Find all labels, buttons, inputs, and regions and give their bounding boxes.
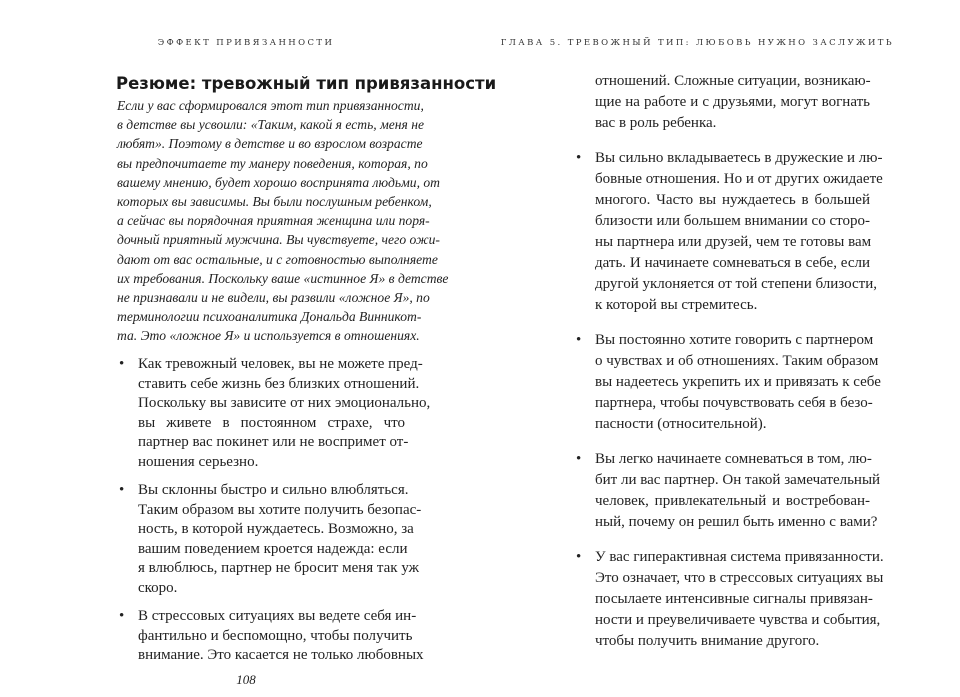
text-line: дать. И начинаете сомневаться в себе, если (595, 255, 870, 271)
bullet-item (574, 449, 881, 533)
text-line: отношений. Сложные ситуации, возникаю- (595, 73, 871, 89)
text-line: другой уклоняется от той степени близости, (595, 276, 877, 292)
text-line: Поскольку вы зависите от них эмоционально, (138, 395, 431, 411)
text-line: скоро. (138, 579, 178, 596)
text-line: ности и преувеличиваете чувства и события, (595, 612, 881, 628)
text-line: пасности (относительной). (595, 416, 767, 432)
text-line: ставить себе жизнь без близких отношений. (138, 375, 420, 392)
text-line: к которой вы стремитесь. (595, 297, 758, 313)
bullet-icon: • (576, 549, 582, 565)
bullet-item (117, 481, 422, 598)
text-line: Если у вас сформировался этот тип привязанности, (117, 98, 424, 113)
text-line: щие на работе и с друзьями, могут вогнать (595, 94, 870, 110)
text-line: Как тревожный человек, вы не можете пред- (138, 356, 423, 372)
text-line: любят». Поэтому в детстве и во взрослом возрасте (117, 136, 423, 152)
text-line: внимание. Это касается не только любовных (138, 647, 424, 663)
text-line: ность, в которой нуждаетесь. Возможно, за (138, 521, 414, 537)
text-line: посылаете интенсивные сигналы привязан- (595, 591, 873, 607)
text-line: вы надеетесь укрепить их и привязать к себе (595, 374, 881, 390)
text-line: ношения серьезно. (138, 453, 259, 470)
text-line: вашему мнению, будет хорошо воспринята людьми, от (117, 174, 440, 190)
text-line: человек, привлекательный и востребован- (595, 493, 870, 509)
bullet-icon: • (119, 356, 125, 372)
bullet-list (574, 71, 884, 666)
text-line: партнер вас покинет или не воспримет от- (138, 434, 409, 450)
text-line: ный, почему он решил быть именно с вами? (595, 514, 878, 530)
text-line: та. Это «ложное Я» и используется в отношениях. (117, 328, 420, 344)
running-head: ЭФФЕКТ ПРИВЯЗАННОСТИ (157, 38, 335, 48)
text-line: У вас гиперактивная система привязанности. (595, 549, 884, 565)
text-line: я влюблюсь, партнер не бросит меня так уж (138, 560, 420, 576)
text-line: вас в роль ребенка. (595, 115, 717, 131)
right-page (480, 0, 960, 697)
text-line: Вы легко начинаете сомневаться в том, лю- (595, 451, 872, 467)
continuation-paragraph (574, 71, 870, 134)
bullet-icon: • (119, 608, 125, 624)
text-line: бовные отношения. Но и от других ожидаете (595, 171, 883, 187)
text-line: а сейчас вы порядочная приятная женщина или поря- (117, 213, 430, 229)
text-line: дочный приятный мужчина. Вы чувствуете, чего ожи- (117, 232, 440, 248)
text-line: в детстве вы усвоили: «Таким, какой я есть, меня не (117, 117, 425, 133)
bullet-item (574, 547, 884, 652)
text-line: вы живете в постоянном страхе, что (138, 414, 405, 431)
section-title: Резюме: тревожный тип привязанности (116, 74, 497, 93)
text-line: ны партнера или друзей, чем те готовы вам (595, 234, 872, 250)
text-line: Таким образом вы хотите получить безопас- (138, 501, 422, 518)
text-line: бит ли вас партнер. Он такой замечательный (595, 472, 881, 488)
bullet-item (574, 330, 881, 435)
text-line: не признавали и не видели, вы развили «ложное Я», по (117, 289, 430, 305)
text-line: терминологии психоаналитика Дональда Винникот- (117, 309, 422, 325)
text-line: чтобы получить внимание другого. (595, 633, 820, 649)
text-line: Это означает, что в стрессовых ситуациях вы (595, 570, 884, 586)
text-line: Вы склонны быстро и сильно влюбляться. (138, 482, 409, 498)
page-number: 108 (236, 672, 256, 687)
text-line: дают от вас остальные, и с готовностью выполняете (117, 251, 438, 267)
text-line: партнера, чтобы почувствовать себя в безо- (595, 395, 873, 411)
text-line: В стрессовых ситуациях вы ведете себя ин- (138, 608, 417, 624)
bullet-item (117, 607, 424, 666)
running-head: ГЛАВА 5. ТРЕВОЖНЫЙ ТИП: ЛЮБОВЬ НУЖНО ЗАСЛУЖИТЬ (500, 38, 894, 48)
bullet-icon: • (119, 482, 125, 498)
text-line: о чувствах и об отношениях. Таким образом (595, 353, 879, 369)
text-line: их требования. Поскольку ваше «истинное Я» в детстве (117, 270, 449, 286)
bullet-list (117, 355, 431, 675)
text-line: Вы сильно вкладываетесь в дружеские и лю- (595, 150, 883, 166)
text-line: многого. Часто вы нуждаетесь в большей (595, 192, 870, 208)
text-line: вашим поведением кроется надежда: если (138, 540, 408, 557)
bullet-item (117, 355, 431, 472)
bullet-icon: • (576, 451, 582, 467)
intro-paragraph (117, 96, 449, 345)
text-line: которых вы зависимы. Вы были послушным ребенком, (117, 193, 432, 209)
text-line: фантильно и беспомощно, чтобы получить (138, 627, 413, 644)
text-line: вы предпочитаете ту манеру поведения, которая, по (117, 155, 428, 171)
bullet-icon: • (576, 150, 582, 166)
text-line: близости или большем внимании со сторо- (595, 213, 870, 229)
text-line: Вы постоянно хотите говорить с партнером (595, 332, 874, 348)
bullet-icon: • (576, 332, 582, 348)
bullet-item (574, 148, 883, 316)
